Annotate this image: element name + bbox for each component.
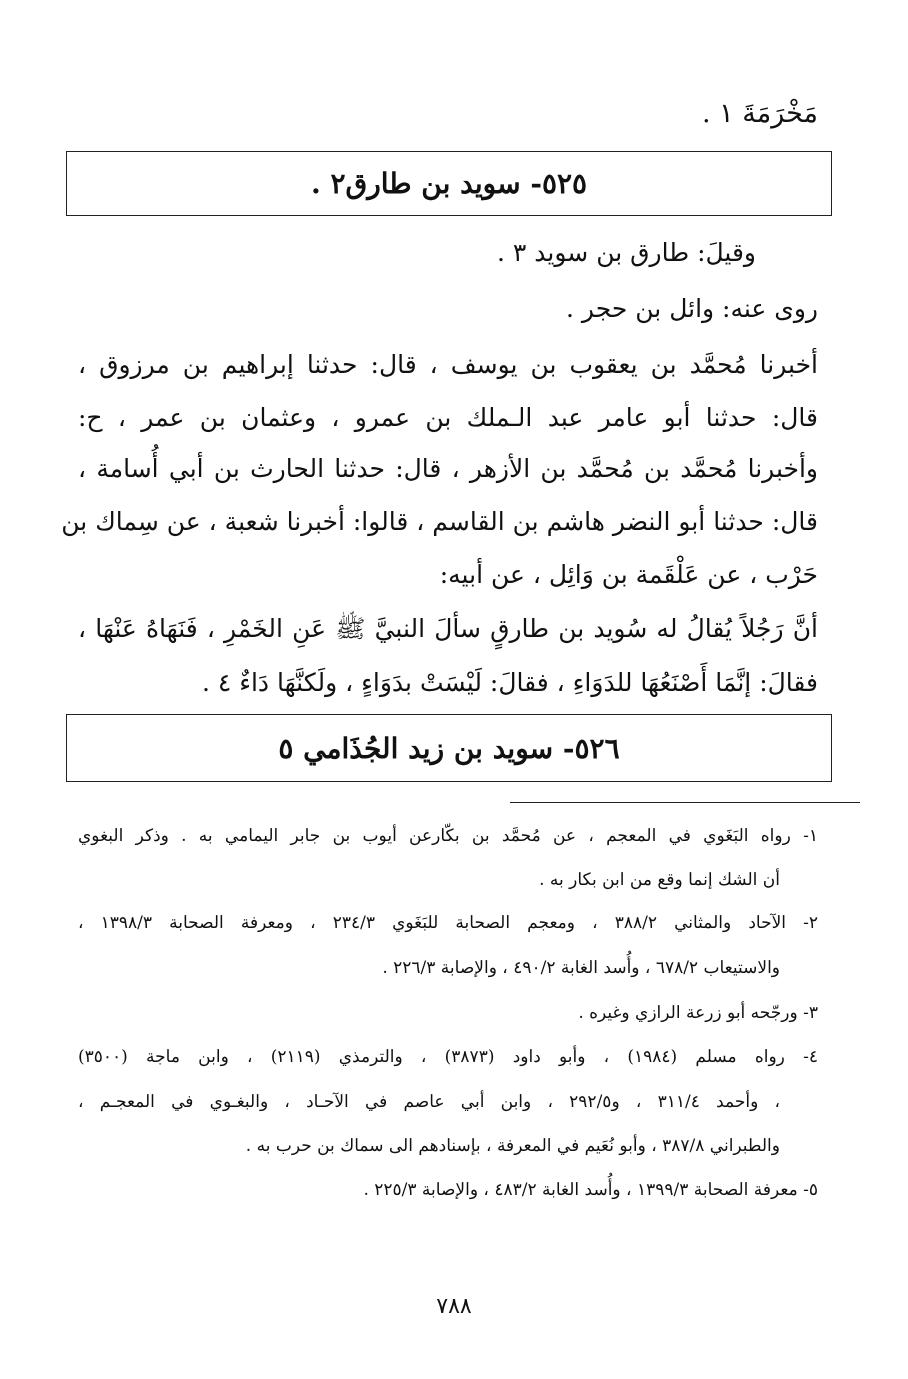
body-line: أخبرنا مُحمَّد بن يعقوب بن يوسف ، قال: حدثنا إبراهيم بن مرزوق ،: [78, 350, 818, 379]
continued-line: مَخْرَمَةَ ١ .: [702, 98, 818, 129]
footnote-line: والاستيعاب ٦٧٨/٢ ، وأُسد الغابة ٤٩٠/٢ ، والإصابة ٢٢٦/٣ .: [382, 958, 780, 978]
page-number: ٧٨٨: [436, 1294, 472, 1319]
body-line: وقيلَ: طارق بن سويد ٣ .: [497, 238, 756, 267]
footnote-line: ٤- رواه مسلم (١٩٨٤) ، وأبو داود (٣٨٧٣) ، والترمذي (٢١١٩) ، وابن ماجة (٣٥٠٠): [78, 1047, 819, 1067]
footnote-line: ٢- الآحاد والمثاني ٣٨٨/٢ ، ومعجم الصحابة للبَغَوي ٢٣٤/٣ ، ومعرفة الصحابة ١٣٩٨/٣ ،: [78, 913, 819, 933]
footnote-line: ، وأحمد ٣١١/٤ ، و٢٩٢/٥ ، وابن أبي عاصم في الآحـاد ، والبغـوي في المعجـم ،: [78, 1092, 780, 1112]
footnote-line: أن الشك إنما وقع من ابن بكار به .: [539, 870, 780, 890]
footnote-line: ٥- معرفة الصحابة ١٣٩٩/٣ ، وأُسد الغابة ٤٨٣/٢ ، والإصابة ٢٢٥/٣ .: [363, 1180, 818, 1200]
entry-525-heading-box: [66, 151, 832, 216]
body-line: قال: حدثنا أبو النضر هاشم بن القاسم ، قالوا: أخبرنا شعبة ، عن سِماك بن: [61, 507, 818, 536]
entry-525-heading: ٥٢٥- سويد بن طارق٢ .: [310, 167, 588, 200]
body-line: وأخبرنا مُحمَّد بن مُحمَّد بن الأزهر ، قال: حدثنا الحارث بن أبي أُسامة ،: [78, 454, 818, 483]
hadith-line: فقالَ: إنَّمَا أَصْنَعُهَا للدَوَاءِ ، فقالَ: لَيْسَتْ بدَوَاءٍ ، ولَكنَّهَا دَاءٌ ٤ .: [201, 668, 818, 697]
entry-526-heading: ٥٢٦- سويد بن زيد الجُذَامي ٥: [278, 731, 620, 765]
body-line: روى عنه: وائل بن حجر .: [566, 294, 818, 323]
body-line: حَرْب ، عن عَلْقَمة بن وَائِل ، عن أبيه:: [439, 560, 818, 589]
footnote-separator: [510, 802, 860, 803]
hadith-line: أنَّ رَجُلاً يُقالُ له سُويد بن طارقٍ سألَ النبيَّ ﷺ عَنِ الخَمْرِ ، فَنَهَاهُ عَنْهَا ،: [78, 614, 818, 643]
footnote-line: ١- رواه البَغَوي في المعجم ، عن مُحمَّد بن بكّارعن أيوب بن جابر اليمامي به . وذكر البغوي: [78, 826, 818, 846]
footnote-line: ٣- ورجّحه أبو زرعة الرازي وغيره .: [578, 1003, 818, 1023]
entry-526-heading-box: [66, 714, 832, 782]
footnote-line: والطبراني ٣٨٧/٨ ، وأبو نُعَيم في المعرفة ، بإسنادهم الى سماك بن حرب به .: [245, 1136, 780, 1156]
body-line: قال: حدثنا أبو عامر عبد الـملك بن عمرو ، وعثمان بن عمر ، ح:: [78, 403, 818, 432]
